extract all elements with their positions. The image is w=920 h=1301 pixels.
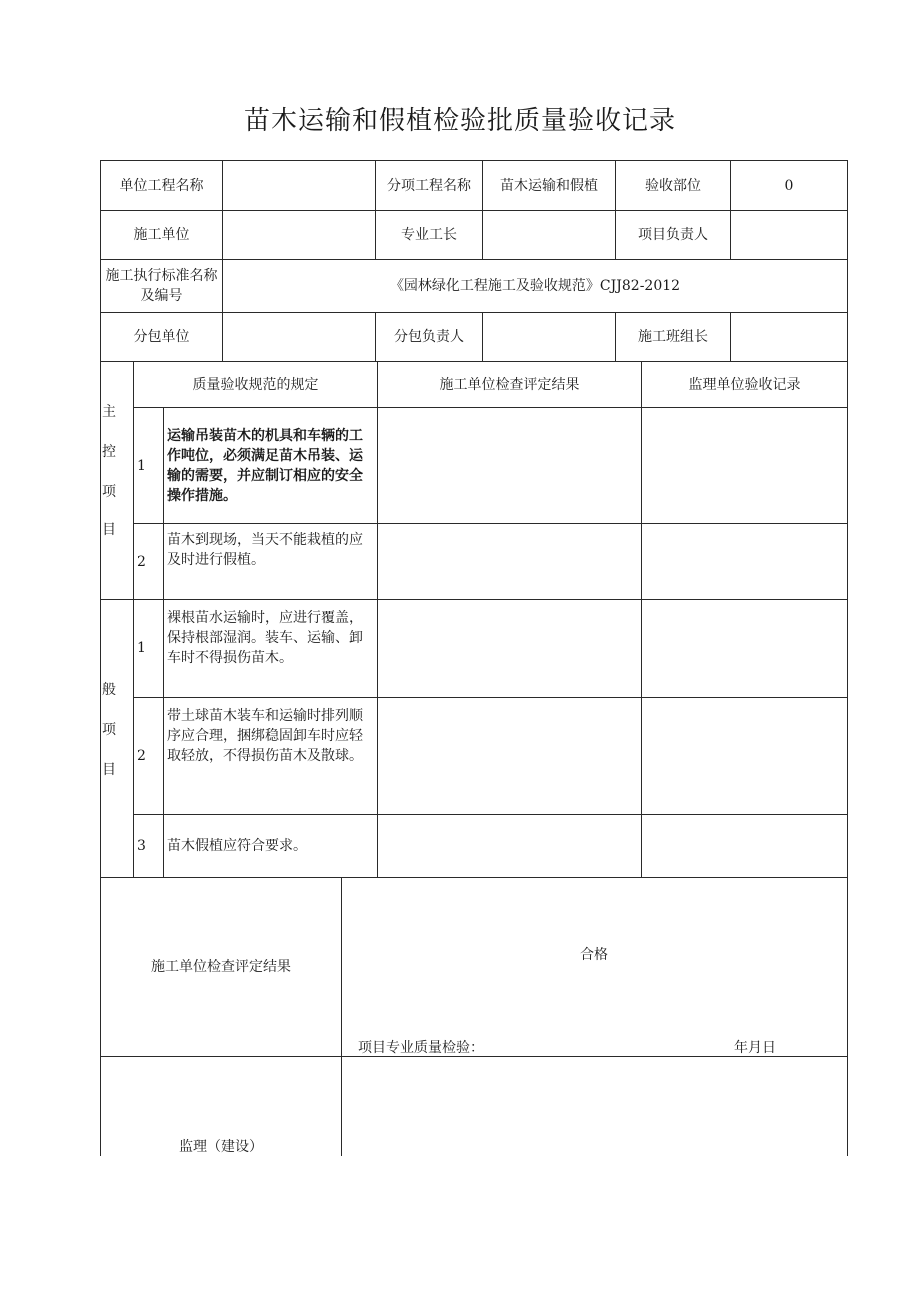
general-item-number: 3: [137, 838, 146, 854]
date-label: 年月日: [734, 1040, 776, 1056]
foreman-label: 专业工长: [401, 227, 457, 243]
main-item-number: 2: [137, 553, 146, 570]
general-label-char: 项: [102, 722, 116, 738]
check-result: 合格: [580, 947, 608, 963]
spec-line: 保持根部湿润。装车、运输、卸: [167, 630, 363, 646]
general-item-number: 2: [137, 748, 146, 764]
unit-project-value: [223, 161, 375, 210]
column-header-supervision: 监理单位验收记录: [688, 376, 801, 393]
sub-project-label: 分项工程名称: [387, 177, 471, 194]
spec-line: 输的需要，并应制订相应的安全: [167, 467, 363, 484]
column-header-check-result: 施工单位检查评定结果: [439, 376, 580, 393]
sub-project-value: 苗木运输和假植: [500, 177, 598, 194]
acceptance-part-value: 0: [784, 177, 794, 194]
quality-inspector-label: 项目专业质量检验：: [358, 1040, 484, 1056]
project-leader-label: 项目负责人: [638, 227, 708, 243]
team-leader-label: 施工班组长: [638, 329, 708, 345]
unit-project-label: 单位工程名称: [119, 177, 204, 194]
subcontractor-leader-value: [483, 313, 615, 361]
main-item-spec: [164, 530, 377, 599]
spec-line: 操作措施。: [167, 487, 237, 504]
general-item-spec: [164, 706, 377, 814]
standard-value: 《园林绿化工程施工及验收规范》CJJ82-2012: [389, 278, 681, 294]
general-item-spec: [164, 608, 377, 697]
construction-unit-label: 施工单位: [133, 227, 190, 243]
spec-line: 带土球苗木装车和运输时排列顺: [167, 708, 363, 724]
construction-check-label: 施工单位检查评定结果: [151, 959, 291, 975]
main-control-label-char: 主: [102, 404, 116, 420]
subcontractor-value: [223, 313, 375, 361]
construction-unit-value: [223, 211, 375, 259]
subcontractor-label: 分包单位: [133, 329, 190, 345]
spec-line: 裸根苗水运输时，应进行覆盖，: [167, 610, 363, 626]
spec-line: 作吨位，必须满足苗木吊装、运: [167, 447, 363, 464]
main-item-spec: [164, 408, 377, 523]
column-header-spec: 质量验收规范的规定: [192, 376, 319, 393]
general-item-number: 1: [137, 640, 146, 656]
general-label-char: 般: [102, 682, 116, 698]
general-item-spec: 苗木假植应符合要求。: [167, 838, 307, 854]
main-item-number: 1: [137, 457, 146, 474]
spec-line: 苗木到现场，当天不能栽植的应: [167, 532, 363, 548]
acceptance-part-label: 验收部位: [645, 177, 701, 194]
standard-label-line2: 及编号: [140, 288, 183, 304]
spec-line: 取轻放，不得损伤苗木及散球。: [167, 748, 363, 764]
page-title: 苗木运输和假植检验批质量验收记录: [243, 106, 676, 136]
main-control-label-char: 项: [102, 484, 116, 500]
spec-line: 及时进行假植。: [167, 552, 265, 568]
standard-label: [101, 260, 222, 312]
main-control-label-char: 控: [102, 444, 116, 460]
supervision-label: 监理（建设）: [179, 1139, 263, 1155]
spec-line: 车时不得损伤苗木。: [167, 650, 293, 666]
general-label-char: 目: [102, 762, 116, 778]
main-control-label-char: 目: [102, 522, 116, 538]
project-leader-value: [731, 211, 847, 259]
foreman-value: [483, 211, 615, 259]
team-leader-value: [731, 313, 847, 361]
standard-label-line1: 施工执行标准名称: [105, 268, 218, 284]
subcontractor-leader-label: 分包负责人: [394, 329, 464, 345]
spec-line: 序应合理，捆绑稳固卸车时应轻: [167, 728, 363, 744]
spec-line: 运输吊装苗木的机具和车辆的工: [167, 427, 363, 444]
